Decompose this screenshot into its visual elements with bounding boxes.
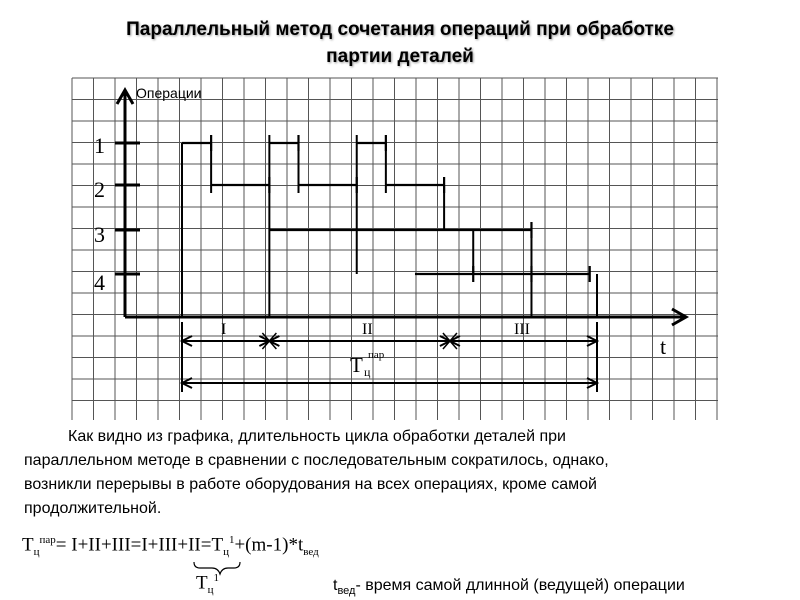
cycle-label-base: Т	[350, 353, 363, 377]
definition-text: - время самой длинной (ведущей) операции	[355, 577, 685, 594]
brace-label-t: Т	[196, 572, 208, 594]
operation-label-3: 3	[94, 222, 105, 247]
formula-t2-sup: 1	[228, 534, 235, 546]
formula-t: Т	[22, 534, 34, 556]
leading-operation-definition	[333, 577, 685, 597]
formula-tail-sub: вед	[303, 546, 319, 559]
cycle-label-sub: ц	[364, 365, 371, 379]
paragraph-line-2: параллельном методе в сравнении с последовательным сократилось, однако,	[24, 452, 609, 469]
formula-sum: = I+II+III=I+III+II=Т	[55, 534, 224, 556]
paragraph-line-1: Как видно из графика, длительность цикла обработки деталей при	[68, 428, 566, 445]
formula-t2-sub: ц	[223, 546, 229, 559]
interval-label-3: III	[514, 321, 530, 338]
paragraph-line-4: продолжительной.	[24, 500, 162, 517]
paragraph-line-3: возникли перерывы в работе оборудования на всех операциях, кроме самой	[24, 476, 597, 493]
operation-label-4: 4	[94, 270, 105, 295]
title-line-1: Параллельный метод сочетания операций при обработке	[126, 19, 674, 40]
cycle-label-sup: пар	[368, 349, 385, 361]
x-axis-label: t	[660, 334, 667, 359]
formula-tail: +(m-1)*t	[234, 534, 304, 556]
formula-t-sup: пар	[39, 534, 56, 546]
interval-label-1: I	[221, 321, 227, 338]
brace-label	[196, 572, 219, 596]
definition-t: t	[333, 577, 338, 594]
title-line-2: партии деталей	[326, 46, 474, 67]
y-axis-label: Операции	[136, 85, 202, 101]
operation-label-1: 1	[94, 133, 105, 158]
definition-sub: вед	[337, 585, 356, 598]
formula-t-sub: ц	[33, 546, 40, 559]
interval-label-2: II	[362, 321, 373, 338]
operation-label-2: 2	[94, 177, 105, 202]
brace-label-sub: ц	[207, 584, 214, 597]
brace-label-sup: 1	[213, 572, 219, 584]
